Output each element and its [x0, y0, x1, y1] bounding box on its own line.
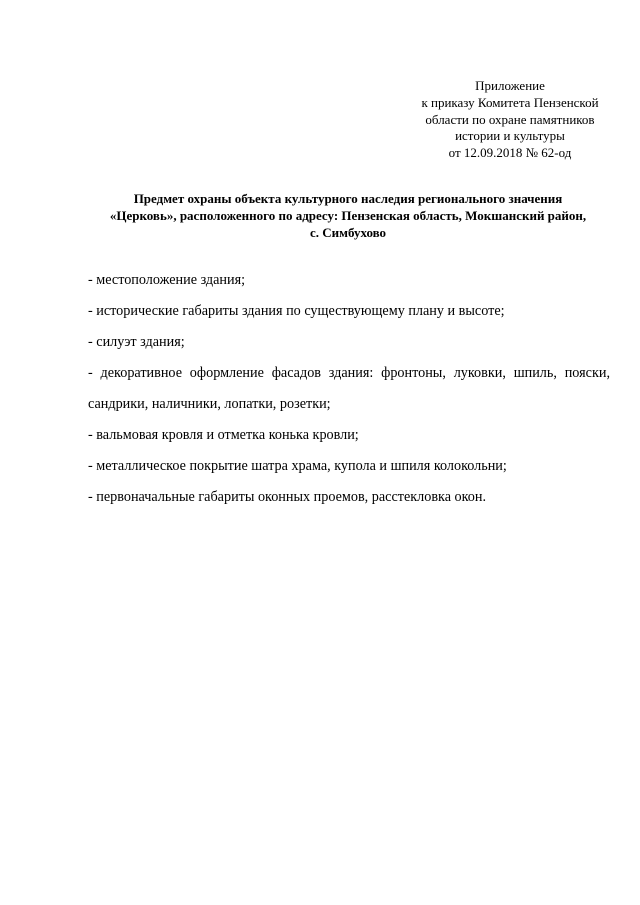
list-item: - металлическое покрытие шатра храма, купола и шпиля колокольни; — [88, 458, 507, 474]
appendix-block — [390, 78, 630, 162]
list-item: - силуэт здания; — [88, 334, 185, 350]
list-item: - декоративное оформление фасадов здания: фронтоны, луковки, шпиль, пояски, сандрики, наличники, лопатки, розетки; — [88, 365, 610, 412]
document-title-line-1: Предмет охраны объекта культурного наследия регионального значения — [133, 191, 563, 206]
appendix-line-region: области по охране памятников — [425, 111, 595, 127]
list-item: - исторические габариты здания по существующему плану и высоте; — [88, 303, 505, 319]
protection-items-list — [88, 270, 610, 518]
list-item: - вальмовая кровля и отметка конька кровли; — [88, 427, 359, 443]
appendix-line-order: к приказу Комитета Пензенской — [421, 94, 599, 110]
list-item: - местоположение здания; — [88, 272, 246, 288]
document-title — [78, 190, 618, 241]
appendix-line-culture: истории и культуры — [455, 128, 565, 144]
list-item: - первоначальные габариты оконных проемов, расстекловка окон. — [88, 489, 487, 505]
document-title-line-2: «Церковь», расположенного по адресу: Пензенская область, Мокшанский район, — [109, 208, 587, 223]
document-title-line-3: с. Симбухово — [309, 225, 387, 240]
appendix-line-heading: Приложение — [475, 78, 545, 93]
appendix-line-date: от 12.09.2018 № 62-од — [448, 145, 572, 161]
